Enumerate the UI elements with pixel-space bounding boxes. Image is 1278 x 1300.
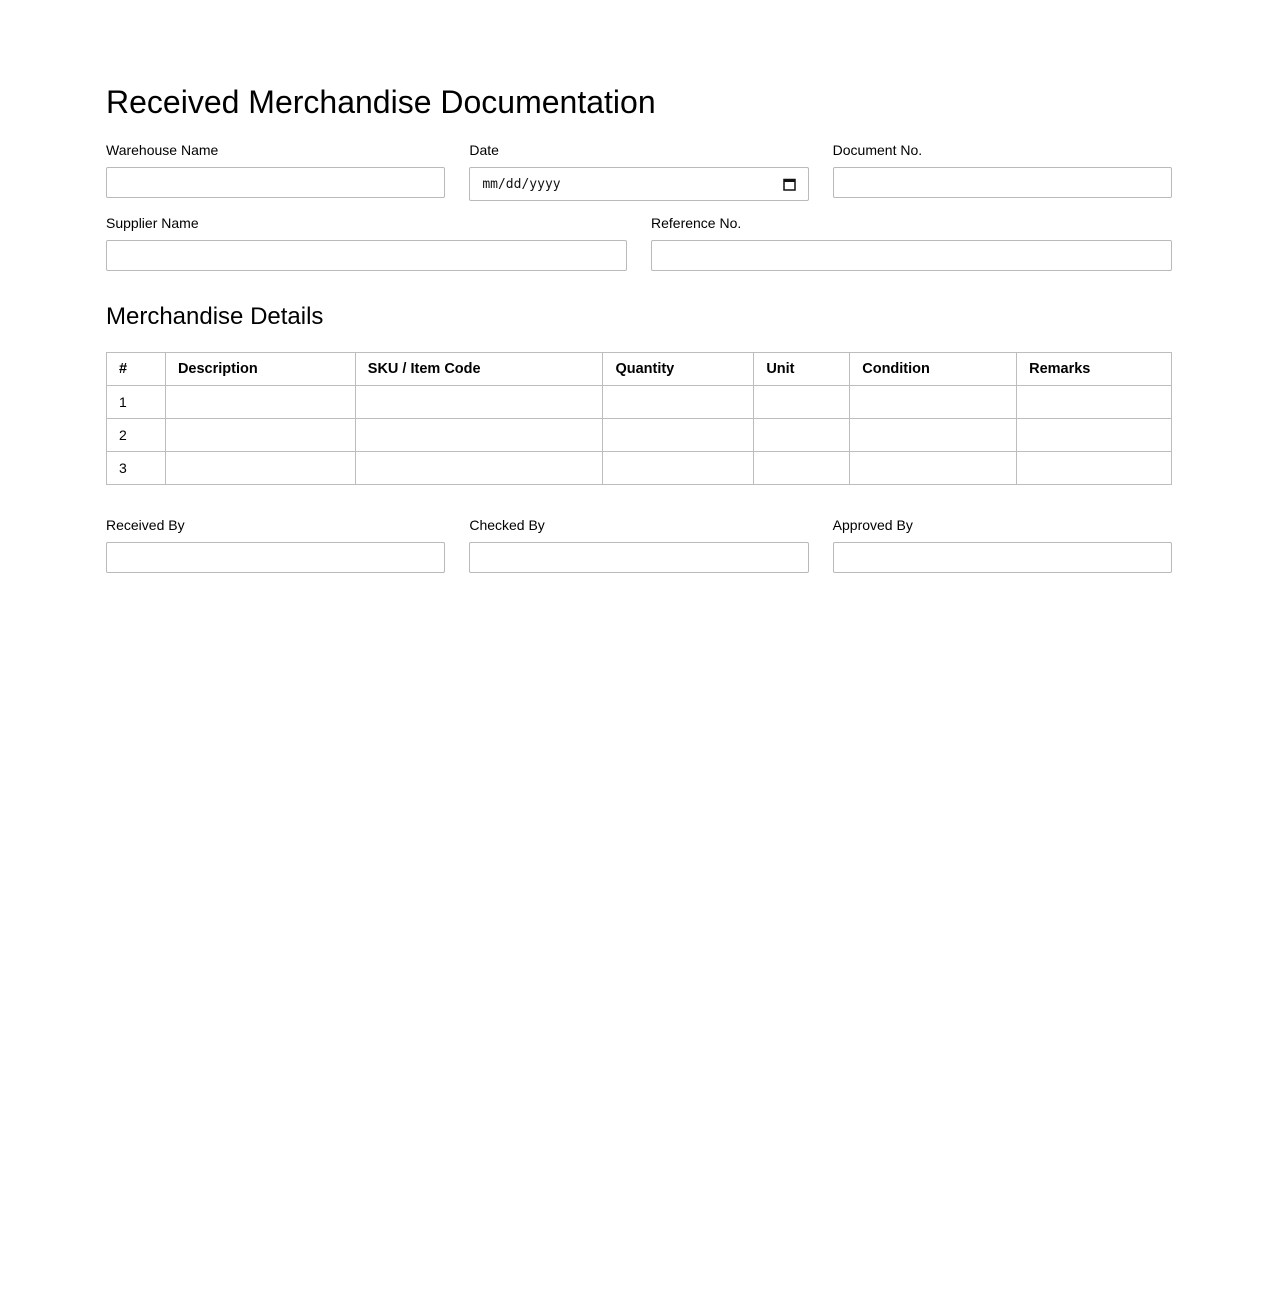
date-label: Date [469, 142, 499, 158]
column-header-unit: Unit [754, 353, 850, 386]
document-no-input[interactable] [833, 167, 1172, 198]
merchandise-table [106, 352, 1172, 485]
document-no-label: Document No. [832, 142, 923, 158]
supplier-name-input[interactable] [106, 240, 627, 271]
warehouse-name-field-group [106, 142, 445, 201]
supplier-name-field-group [106, 215, 627, 271]
column-header-description: Description [165, 353, 355, 386]
description-cell[interactable] [165, 386, 355, 419]
column-header-quantity: Quantity [603, 353, 754, 386]
table-row [107, 419, 1172, 452]
column-header-number: # [107, 353, 166, 386]
remarks-cell[interactable] [1017, 386, 1172, 419]
remarks-cell[interactable] [1017, 419, 1172, 452]
remarks-cell[interactable] [1017, 452, 1172, 485]
section-title-merchandise-details: Merchandise Details [106, 303, 324, 330]
quantity-cell[interactable] [603, 452, 754, 485]
reference-no-label: Reference No. [651, 215, 742, 231]
checked-by-input[interactable] [469, 542, 808, 573]
date-placeholder: mm/dd/yyyy [482, 176, 561, 192]
row-number: 2 [107, 419, 166, 452]
received-by-field-group [106, 517, 445, 573]
document-no-field-group [833, 142, 1172, 201]
unit-cell[interactable] [754, 386, 850, 419]
condition-cell[interactable] [850, 452, 1017, 485]
header-row-2 [106, 215, 1172, 271]
warehouse-name-input[interactable] [106, 167, 445, 198]
table-header-row [107, 353, 1172, 386]
warehouse-name-label: Warehouse Name [106, 142, 219, 158]
quantity-cell[interactable] [603, 386, 754, 419]
row-number: 3 [107, 452, 166, 485]
received-by-input[interactable] [106, 542, 445, 573]
approved-by-label: Approved By [832, 517, 913, 533]
column-header-remarks: Remarks [1017, 353, 1172, 386]
unit-cell[interactable] [754, 419, 850, 452]
date-input[interactable] [469, 167, 808, 201]
condition-cell[interactable] [850, 419, 1017, 452]
approved-by-field-group [833, 517, 1172, 573]
supplier-name-label: Supplier Name [106, 215, 199, 231]
signature-row [106, 517, 1172, 573]
table-row [107, 452, 1172, 485]
description-cell[interactable] [165, 452, 355, 485]
sku-cell[interactable] [355, 452, 603, 485]
checked-by-label: Checked By [469, 517, 545, 533]
description-cell[interactable] [165, 419, 355, 452]
reference-no-field-group [651, 215, 1172, 271]
checked-by-field-group [469, 517, 808, 573]
condition-cell[interactable] [850, 386, 1017, 419]
date-field-group [469, 142, 808, 201]
quantity-cell[interactable] [603, 419, 754, 452]
sku-cell[interactable] [355, 419, 603, 452]
reference-no-input[interactable] [651, 240, 1172, 271]
calendar-icon[interactable] [783, 178, 796, 191]
unit-cell[interactable] [754, 452, 850, 485]
table-row [107, 386, 1172, 419]
received-by-label: Received By [106, 517, 185, 533]
column-header-condition: Condition [850, 353, 1017, 386]
column-header-sku: SKU / Item Code [355, 353, 603, 386]
header-row-1 [106, 142, 1172, 201]
approved-by-input[interactable] [833, 542, 1172, 573]
row-number: 1 [107, 386, 166, 419]
page-title: Received Merchandise Documentation [106, 84, 656, 120]
sku-cell[interactable] [355, 386, 603, 419]
